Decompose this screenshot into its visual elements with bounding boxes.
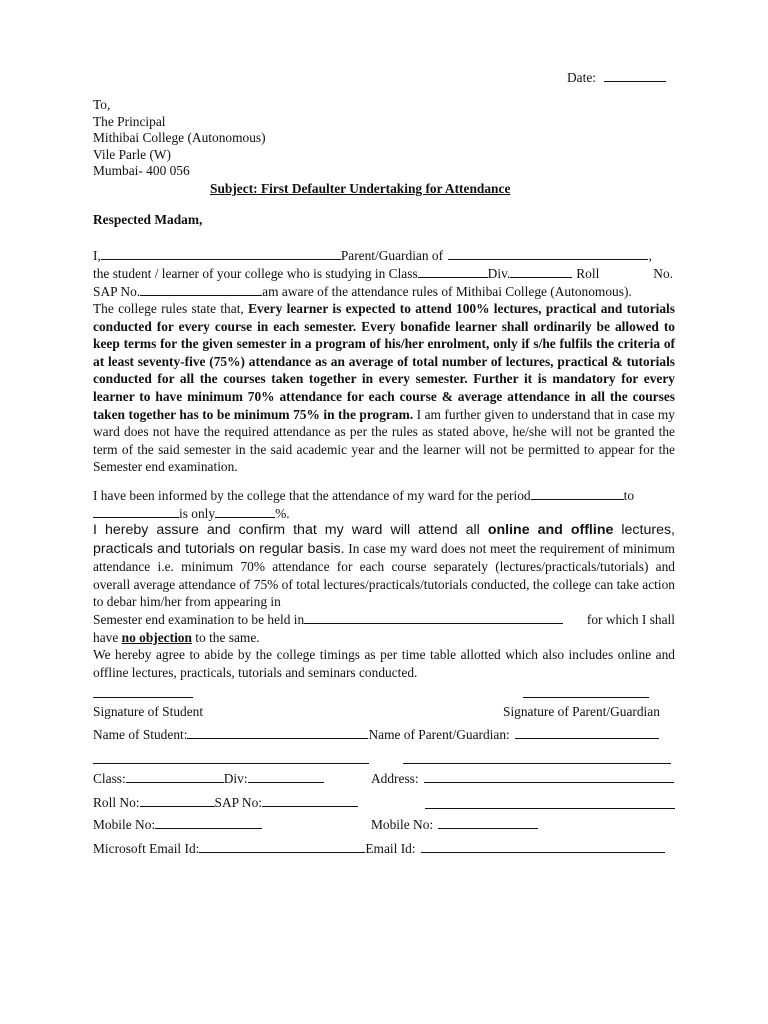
email-id-blank <box>421 840 665 853</box>
mobile-no-left-blank <box>155 816 262 829</box>
mobile-no-left-label: Mobile No: <box>93 817 156 832</box>
para2-period-text: I have been informed by the college that the attendance of my ward for the period <box>93 488 531 503</box>
email-id-label: Email Id: <box>365 841 416 856</box>
para2-line7 <box>93 611 675 628</box>
para1-line3 <box>93 283 632 300</box>
para1-i: I, <box>93 248 101 263</box>
para2-assure-rest: lectures, practicals and tutorials on regular basis. <box>93 522 675 557</box>
para2-line8 <box>93 629 260 646</box>
para1-line2 <box>93 265 673 282</box>
para1-class-text: the student / learner of your college who is studying in Class <box>93 266 418 281</box>
para3-block: We hereby agree to abide by the college timings as per time table allotted which also includes online and offline lectures, practicals, tutorials and seminars conducted. <box>93 647 675 680</box>
class-field-blank <box>126 770 224 783</box>
address-line4: Mumbai- 400 056 <box>93 163 190 178</box>
para2-is-only: is only <box>179 506 216 521</box>
roll-sap-row <box>93 794 358 811</box>
address-line1: The Principal <box>93 114 166 129</box>
div-blank <box>510 265 572 278</box>
para1-line1 <box>93 247 652 264</box>
period-from-blank <box>531 487 624 500</box>
mobile-no-right-blank <box>438 816 538 829</box>
class-label: Class: <box>93 771 126 786</box>
address-label: Address: <box>371 771 419 786</box>
para1-div-label: Div. <box>487 266 511 281</box>
subject-line: Subject: First Defaulter Undertaking for Attendance <box>210 181 511 196</box>
date-blank <box>604 69 666 82</box>
para2-to-the-same: to the same. <box>191 630 260 645</box>
para1-roll-label: Roll <box>576 266 600 281</box>
parent-name-blank <box>101 247 341 260</box>
name-of-parent-blank-2 <box>403 751 671 764</box>
para1-rules-block <box>93 300 675 476</box>
para1-aware-text: am aware of the attendance rules of Mithibai College (Autonomous). <box>262 284 632 299</box>
div-field-blank <box>248 770 324 783</box>
sap-blank <box>140 283 262 296</box>
parent-signature-line <box>523 685 649 698</box>
roll-no-blank <box>140 794 215 807</box>
date-line <box>567 69 666 86</box>
mobile-no-right-label: Mobile No: <box>371 817 434 832</box>
class-blank <box>418 265 488 278</box>
roll-no-label: Roll No: <box>93 795 140 810</box>
para2-online-offline: online and offline <box>487 522 614 538</box>
student-signature-label: Signature of Student <box>93 704 204 719</box>
name-of-student-label: Name of Student: <box>93 727 188 742</box>
para2-have: have <box>93 630 122 645</box>
no-objection-text: no objection <box>121 630 192 645</box>
para2-to-label: to <box>623 488 635 503</box>
name-fields-row <box>93 726 659 743</box>
para2-percent-sign: %. <box>275 506 290 521</box>
para2-exam-held-in: Semester end examination to be held in <box>93 612 305 627</box>
para1-comma: , <box>648 248 652 263</box>
date-label: Date: <box>567 70 596 85</box>
sap-no-blank <box>262 794 358 807</box>
para2-line2 <box>93 505 290 522</box>
student-signature-line <box>93 685 193 698</box>
name-of-parent-label: Name of Parent/Guardian: <box>368 727 510 742</box>
name-of-student-blank-2 <box>93 751 369 764</box>
para2-line1 <box>93 487 675 504</box>
para1-rules-rest: I am further given to understand that in case my ward does not have the required attendance as per the rules as stated above, he/she will not be granted the term of the said semester in the said academic year and the learner will not be permitted to appear for the Semester end examination. <box>93 406 675 475</box>
sap-no-label: SAP No: <box>214 795 263 810</box>
percent-blank <box>215 505 275 518</box>
class-div-row <box>93 770 324 787</box>
microsoft-email-label: Microsoft Email Id: <box>93 841 200 856</box>
address-blank-2 <box>425 796 675 809</box>
para1-sap-label: SAP No. <box>93 284 141 299</box>
para1-rules-bold: Every learner is expected to attend 100% lectures, practical and tutorials conducted for every course in each semester. Every bonafide learner shall ordinarily be allowed to keep terms for the given semester in a program of his/her enrolment, only if s/he fulfils the criteria of at least seventy-five (75%) attendance as an average of total number of lectures, practical & tutorials conducted for all the courses taken together in every semester. Further it is mandatory for every learner to have minimum 70% attendance for each course & average attendance in all the courses taken together has to be minimum 75% in the program. <box>93 301 675 422</box>
address-line3: Vile Parle (W) <box>93 147 172 162</box>
address-blank <box>424 770 674 783</box>
address-row <box>371 770 674 787</box>
para2-assure-text: I hereby assure and confirm that my ward will attend all <box>93 522 488 538</box>
email-row <box>93 840 665 857</box>
address-line2: Mithibai College (Autonomous) <box>93 130 266 145</box>
ward-name-blank <box>448 247 648 260</box>
para1-rules-intro: The college rules state that, <box>93 301 249 316</box>
para1-parent-guardian-of: Parent/Guardian of <box>340 248 444 263</box>
para2-continue-text: In case my ward does not meet the requirement of minimum attendance i.e. minimum 70% attendance for each course separately (lectures/practicals/tutorials) and overall average attendance of 75% of total lectures/practicals/tutorials conducted, the college can take action to debar him/her from appearing in <box>93 540 675 610</box>
para2-assure-block <box>93 521 675 611</box>
name-of-student-blank <box>187 726 368 739</box>
mobile-left-row <box>93 816 262 833</box>
mobile-right-row <box>371 816 538 833</box>
period-to-blank <box>93 505 179 518</box>
para1-no-label: No. <box>653 266 673 281</box>
div-label: Div: <box>223 771 248 786</box>
para2-for-which: for which I shall <box>586 612 675 627</box>
parent-signature-label: Signature of Parent/Guardian <box>503 704 660 719</box>
name-of-parent-blank <box>515 726 659 739</box>
microsoft-email-blank <box>199 840 365 853</box>
address-to: To, <box>93 97 111 112</box>
salutation: Respected Madam, <box>93 212 203 227</box>
exam-held-blank <box>304 611 563 624</box>
